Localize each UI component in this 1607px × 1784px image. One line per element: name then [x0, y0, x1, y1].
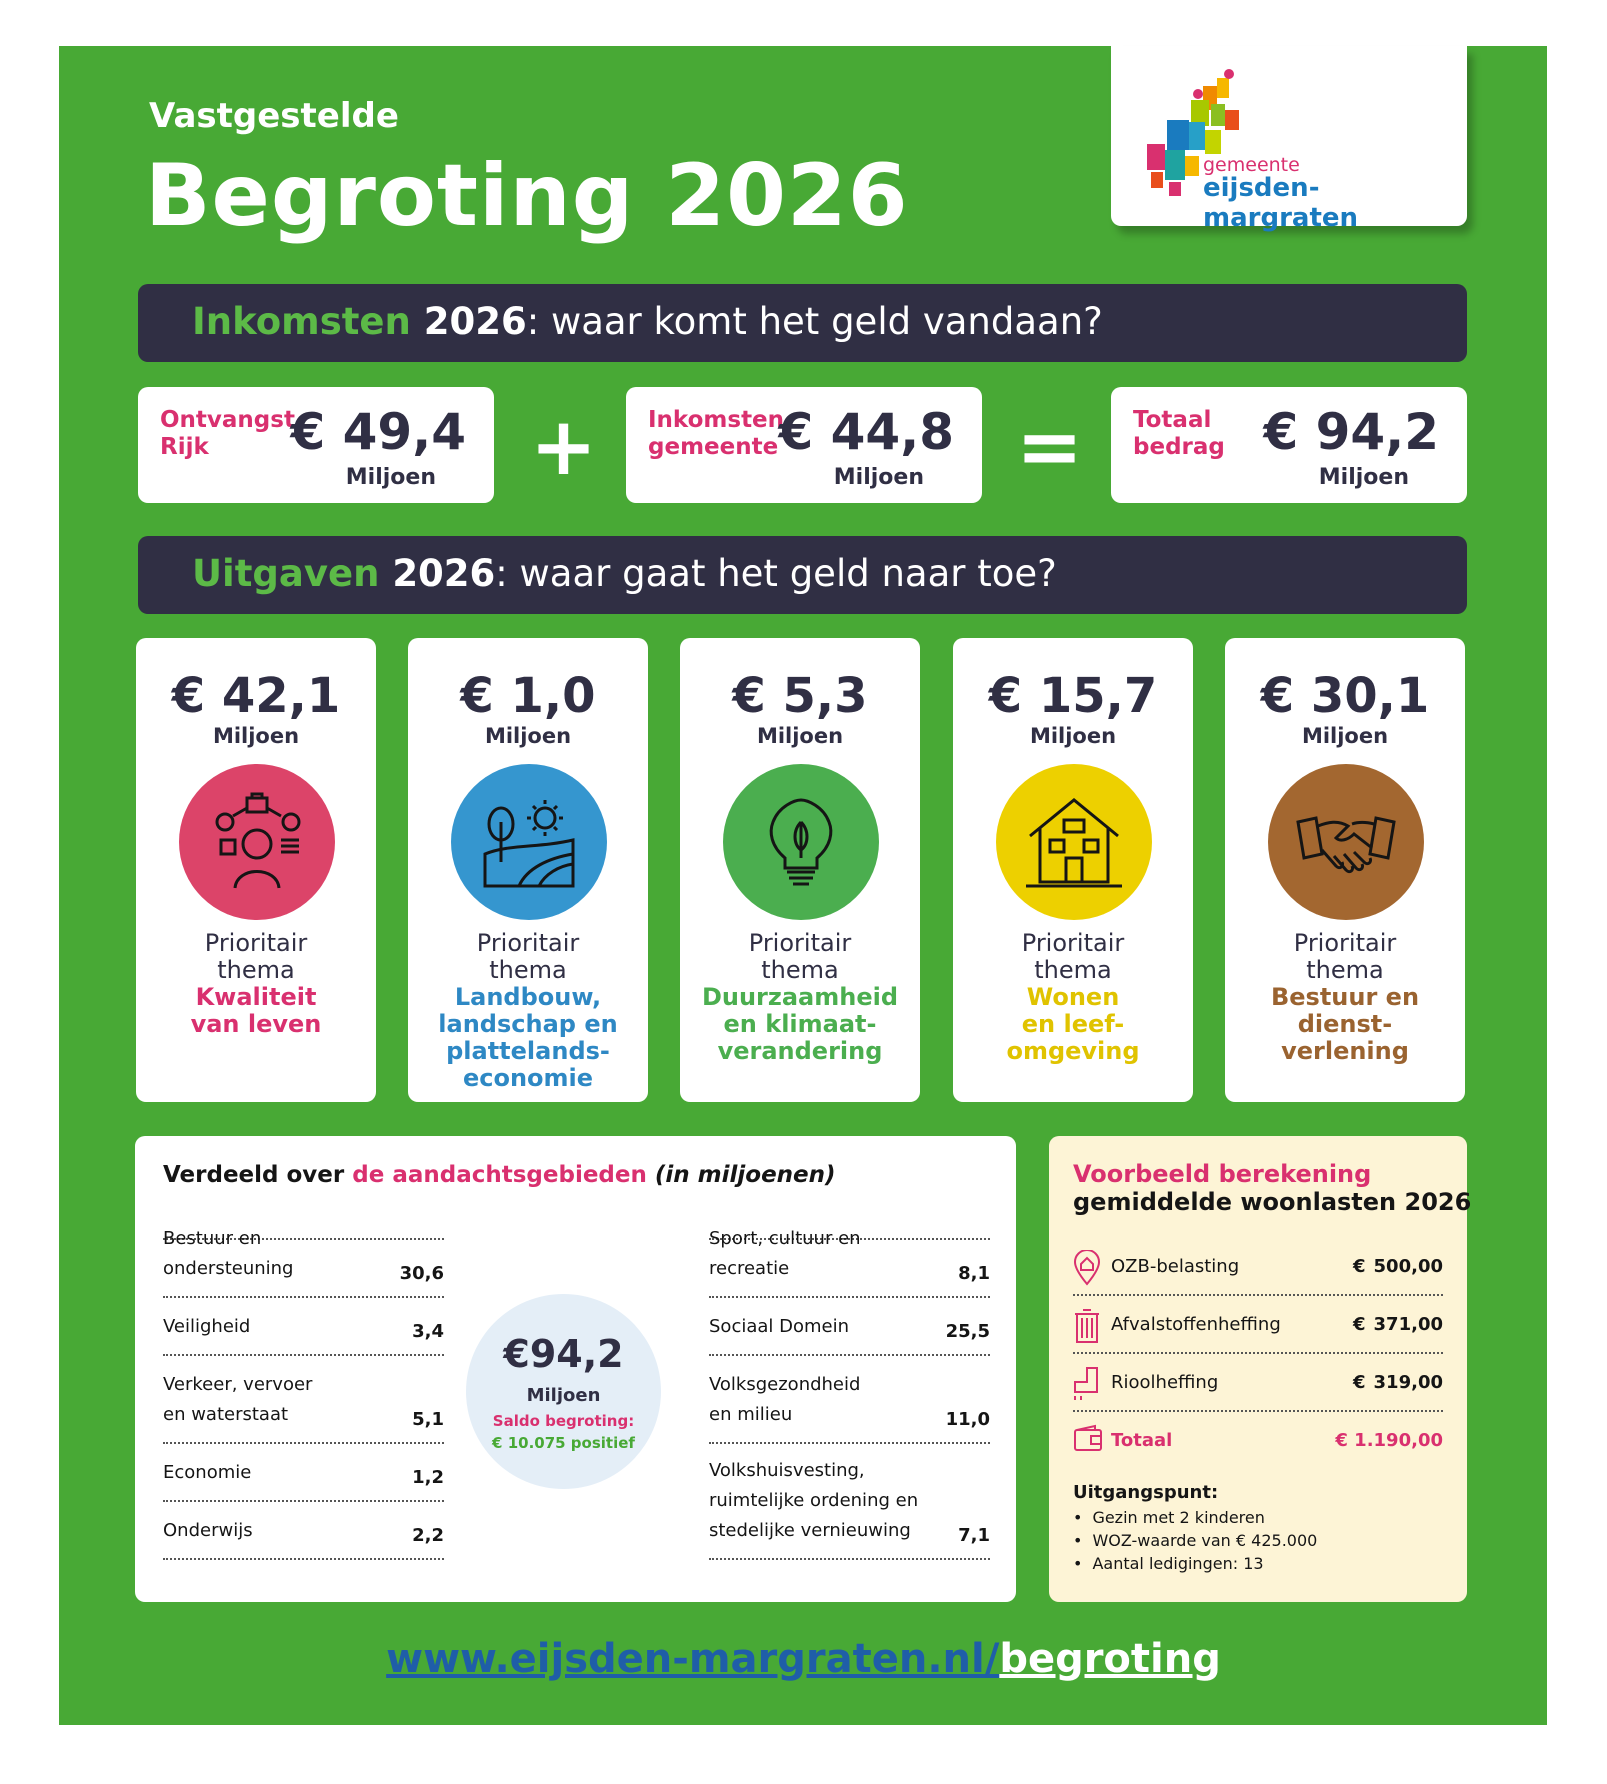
theme-circle	[451, 764, 607, 920]
theme-prefix: Prioritair thema	[476, 929, 580, 984]
calculation-title: Voorbeeld berekening	[1073, 1160, 1372, 1188]
theme-card-bestuur	[1225, 638, 1465, 1102]
income-unit: Miljoen	[1318, 465, 1409, 490]
logo-card[interactable]	[1111, 46, 1467, 233]
saldo-value: € 10.075 positief	[492, 1434, 635, 1452]
income-label: Totaal bedrag	[1133, 407, 1225, 460]
theme-unit: Miljoen	[484, 724, 572, 748]
distribution-row: Sport, cultuur en recreatie 8,1	[709, 1238, 990, 1296]
theme-amount: € 15,7	[988, 668, 1158, 724]
theme-amount: € 1,0	[460, 668, 596, 724]
logo-text-name: eijsden-margraten	[1203, 173, 1359, 233]
theme-card-wonen	[953, 638, 1193, 1102]
distribution-divider	[163, 1558, 444, 1560]
theme-card-duurzaamheid	[680, 638, 920, 1102]
equals-sign: =	[1016, 400, 1084, 493]
income-band-year: 2026	[423, 300, 527, 343]
theme-card-landbouw	[408, 638, 648, 1102]
list-item: • WOZ-waarde van € 425.000	[1073, 1529, 1317, 1552]
basis-list	[1073, 1506, 1317, 1575]
calculation-row-ozb: OZB-belasting € 500,00	[1073, 1238, 1443, 1296]
theme-prefix: Prioritair thema	[1293, 929, 1397, 984]
wallet-icon	[1073, 1424, 1103, 1454]
website-link-path[interactable]: begroting	[999, 1636, 1221, 1682]
distribution-divider	[709, 1558, 990, 1560]
distribution-row: Onderwijs 2,2	[163, 1500, 444, 1558]
distribution-row: Volksgezondheid en milieu 11,0	[709, 1354, 990, 1442]
income-amount: € 94,2	[1263, 403, 1439, 461]
theme-prefix: Prioritair thema	[748, 929, 852, 984]
theme-prefix: Prioritair thema	[1021, 929, 1125, 984]
distribution-row: Verkeer, vervoer en waterstaat 5,1	[163, 1354, 444, 1442]
saldo-label: Saldo begroting:	[492, 1412, 635, 1430]
handshake-icon	[1296, 792, 1396, 892]
distribution-row: Bestuur en ondersteuning 30,6	[163, 1238, 444, 1296]
distribution-row: Volkshuisvesting, ruimtelijke ordening en stedelijke vernieuwing 7,1	[709, 1442, 990, 1558]
theme-prefix: Prioritair thema	[204, 929, 308, 984]
list-item: • Gezin met 2 kinderen	[1073, 1506, 1317, 1529]
pipe-icon	[1073, 1366, 1101, 1402]
total-unit: Miljoen	[526, 1385, 601, 1406]
header-subtitle: Vastgestelde	[149, 96, 399, 136]
theme-circle	[723, 764, 879, 920]
income-unit: Miljoen	[345, 465, 436, 490]
theme-circle	[996, 764, 1152, 920]
theme-name: Kwaliteit van leven	[190, 983, 322, 1038]
income-unit: Miljoen	[833, 465, 924, 490]
theme-unit: Miljoen	[756, 724, 844, 748]
page-title: Begroting 2026	[145, 146, 909, 246]
theme-unit: Miljoen	[212, 724, 300, 748]
income-amount: € 49,4	[290, 403, 466, 461]
income-box-total	[1111, 387, 1467, 503]
distribution-row: Veiligheid 3,4	[163, 1296, 444, 1354]
landscape-icon	[479, 792, 579, 892]
calculation-panel	[1049, 1136, 1472, 1602]
total-circle	[466, 1294, 661, 1489]
website-link-domain[interactable]: www.eijsden-margraten.nl/	[386, 1636, 1000, 1682]
theme-circle	[179, 764, 335, 920]
theme-circle	[1268, 764, 1424, 920]
income-band-text: : waar komt het geld vandaan?	[526, 300, 1103, 343]
income-amount: € 44,8	[778, 403, 954, 461]
theme-unit: Miljoen	[1301, 724, 1389, 748]
income-box-gemeente	[626, 387, 982, 503]
trash-bin-icon	[1073, 1308, 1101, 1344]
logo-text-gemeente: gemeente	[1203, 154, 1300, 176]
plus-sign: +	[530, 400, 598, 493]
income-label: Ontvangst Rijk	[160, 407, 295, 460]
total-amount: €94,2	[503, 1332, 624, 1376]
theme-name: Landbouw, landschap en plattelands- economie	[438, 983, 618, 1092]
distribution-panel	[135, 1136, 1016, 1602]
expense-band	[138, 536, 1467, 614]
expense-band-text: : waar gaat het geld naar toe?	[495, 552, 1057, 595]
expense-band-highlight: Uitgaven	[192, 552, 380, 595]
income-band	[138, 284, 1467, 362]
income-box-rijk	[138, 387, 494, 503]
theme-name: Wonen en leef- omgeving	[1006, 983, 1140, 1065]
basis-title: Uitgangspunt:	[1073, 1482, 1219, 1503]
house-icon	[1024, 792, 1124, 892]
theme-name: Bestuur en dienst- verlening	[1270, 983, 1420, 1065]
website-link[interactable]	[0, 1636, 1607, 1682]
people-icon	[207, 792, 307, 892]
theme-card-kwaliteit	[136, 638, 376, 1102]
distribution-row: Sociaal Domein 25,5	[709, 1296, 990, 1354]
house-pin-icon	[1073, 1250, 1101, 1286]
distribution-title: Verdeeld over de aandachtsgebieden (in miljoenen)	[163, 1162, 836, 1188]
calculation-row-total: Totaal € 1.190,00	[1073, 1412, 1443, 1470]
theme-amount: € 5,3	[732, 668, 868, 724]
theme-unit: Miljoen	[1029, 724, 1117, 748]
lightbulb-icon	[751, 792, 851, 892]
calculation-row-afval: Afvalstoffenheffing € 371,00	[1073, 1296, 1443, 1354]
theme-amount: € 30,1	[1260, 668, 1430, 724]
theme-name: Duurzaamheid en klimaat- verandering	[701, 983, 899, 1065]
theme-amount: € 42,1	[171, 668, 341, 724]
expense-band-year: 2026	[392, 552, 496, 595]
distribution-row: Economie 1,2	[163, 1442, 444, 1500]
income-label: Inkomsten gemeente	[648, 407, 785, 460]
income-band-highlight: Inkomsten	[192, 300, 411, 343]
calculation-subtitle: gemiddelde woonlasten 2026	[1073, 1188, 1472, 1216]
calculation-row-riool: Rioolheffing € 319,00	[1073, 1354, 1443, 1412]
list-item: • Aantal ledigingen: 13	[1073, 1552, 1317, 1575]
